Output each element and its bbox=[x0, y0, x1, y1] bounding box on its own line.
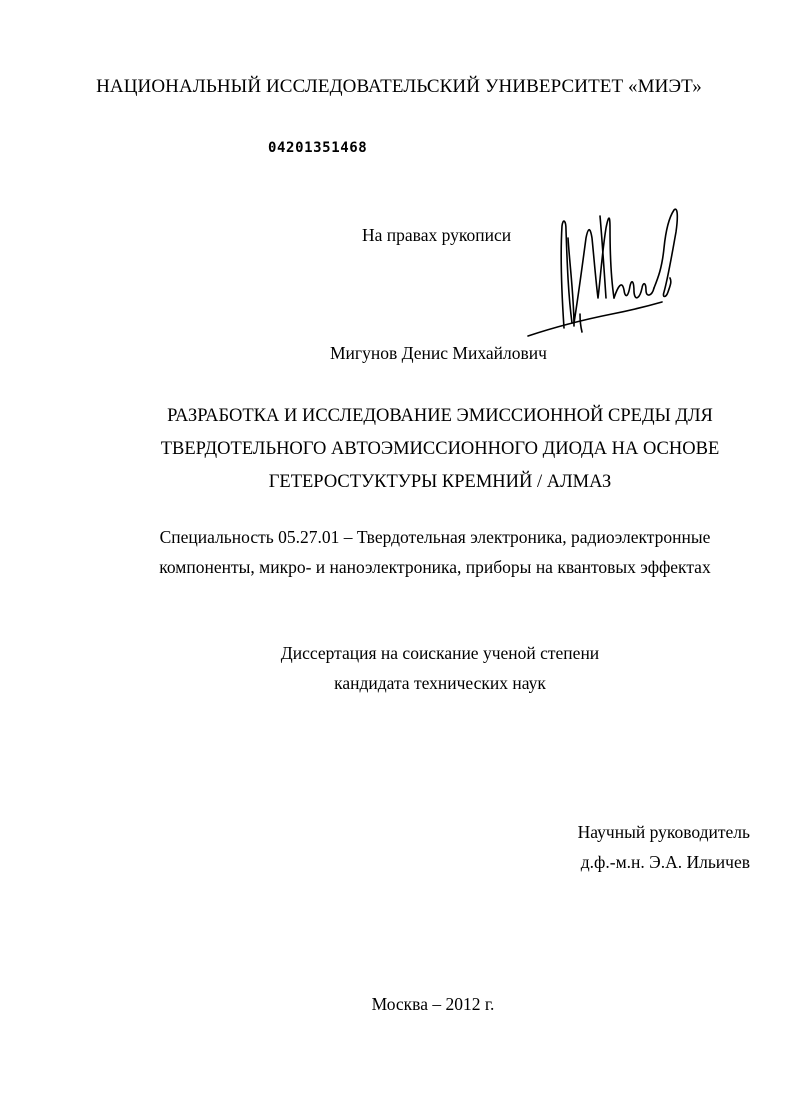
university-name: НАЦИОНАЛЬНЫЙ ИССЛЕДОВАТЕЛЬСКИЙ УНИВЕРСИТЕТ «МИЭТ» bbox=[96, 76, 702, 97]
degree-line: Диссертация на соискание ученой степени bbox=[280, 643, 600, 663]
city-year: Москва – 2012 г. bbox=[371, 994, 495, 1014]
title-line: РАЗРАБОТКА И ИССЛЕДОВАНИЕ ЭМИССИОННОЙ СРЕДЫ ДЛЯ bbox=[167, 406, 713, 426]
degree-line: кандидата технических наук bbox=[334, 673, 546, 693]
author-name: Мигунов Денис Михайлович bbox=[330, 343, 547, 363]
manuscript-note: На правах рукописи bbox=[362, 225, 512, 245]
registration-number: 04201351468 bbox=[268, 140, 368, 156]
advisor-block bbox=[540, 817, 790, 877]
title-line: ТВЕРДОТЕЛЬНОГО АВТОЭМИССИОННОГО ДИОДА НА ОСНОВЕ bbox=[160, 439, 720, 459]
advisor-role: Научный руководитель bbox=[577, 822, 750, 842]
dissertation-title bbox=[120, 400, 760, 499]
title-line: ГЕТЕРОСТУКТУРЫ КРЕМНИЙ / АЛМАЗ bbox=[268, 472, 612, 492]
signature-icon bbox=[522, 198, 682, 346]
specialty-line: компоненты, микро- и наноэлектроника, приборы на квантовых эффектах bbox=[159, 557, 711, 577]
specialty-block bbox=[110, 522, 760, 582]
degree-block bbox=[230, 638, 650, 698]
advisor-name: д.ф.-м.н. Э.А. Ильичев bbox=[580, 852, 750, 872]
specialty-line: Специальность 05.27.01 – Твердотельная электроника, радиоэлектронные bbox=[159, 527, 711, 547]
